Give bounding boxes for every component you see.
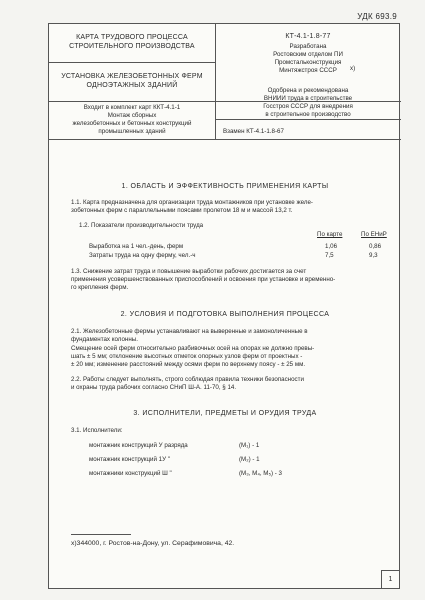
header-divider-1 (49, 62, 215, 63)
udk-code: УДК 693.9 (357, 12, 397, 21)
header-divider-4 (215, 119, 401, 120)
card-sheet (48, 23, 400, 589)
section-1-title: 1. ОБЛАСТЬ И ЭФФЕКТИВНОСТЬ ПРИМЕНЕНИЯ КАРТЫ (121, 183, 329, 190)
section-2-title: 2. УСЛОВИЯ И ПОДГОТОВКА ВЫПОЛНЕНИЯ ПРОЦЕССА (120, 311, 330, 318)
section-2-p1b: Смещение осей ферм относительно разбивочных осей на опорах не должно превы- шать ± 5 мм; отклонение высотных отметок опорных узлов ферм от проектных - ± 20 мм; изменение расстояний между осями ферм по верхнему поясу - ± 25 мм. (71, 345, 315, 368)
header-divider-vertical (215, 24, 216, 139)
indicator-value-card: 1,06 (325, 243, 338, 250)
work-title: УСТАНОВКА ЖЕЛЕЗОБЕТОННЫХ ФЕРМ ОДНОЭТАЖНЫХ ЗДАНИЙ (61, 73, 203, 89)
executor-row: монтажник конструкций 1У " (89, 456, 170, 463)
indicator-value-enir: 9,3 (369, 252, 378, 259)
replaces-info: Взамен КТ-4.1-1.8-67 (223, 128, 284, 135)
card-title: КАРТА ТРУДОВОГО ПРОЦЕССА СТРОИТЕЛЬНОГО ПРОИЗВОДСТВА (69, 34, 195, 50)
developer-info: Разработана Ростовским отделом ПИ Промстальконструкция Минтяжстроя СССР (273, 43, 343, 74)
section-1-p2: 1.2. Показатели производительности труда (79, 222, 204, 229)
header-divider-3 (49, 139, 401, 140)
developer-footnote-mark: х) (350, 65, 356, 72)
approval-info: Одобрена и рекомендована ВНИИИ труда в строительстве Госстроя СССР для внедрения в строительное производство (263, 87, 353, 118)
executor-code: (М₃, М₄, М₅) - 3 (239, 470, 282, 477)
column-header-enir: По ЕНиР (361, 231, 387, 238)
section-1-p3: 1.3. Снижение затрат труда и повышение выработки рабочих достигается за счет применения усовершенствованных приспособлений и освоения при установке и временно- го крепления ферм. (71, 268, 336, 291)
section-2-p2: 2.2. Работы следует выполнять, строго соблюдая правила техники безопасности и охраны труда рабочих согласно СНиП Ш-А. 11-70, § 14. (71, 376, 304, 391)
section-3-sub: 3.1. Исполнители: (71, 427, 123, 434)
footnote-rule (71, 534, 131, 535)
executor-row: монтажник конструкций У разряда (89, 442, 188, 449)
executor-code: (М₂) - 1 (239, 456, 260, 463)
indicator-row: Выработка на 1 чел.-день, ферм (89, 243, 184, 250)
indicator-value-enir: 0,86 (369, 243, 382, 250)
executor-row: монтажники конструкций Ш " (89, 470, 172, 477)
section-2-p1: 2.1. Железобетонные фермы устанавливают на выверенные и замоноличенные в фундаментах колонны. (71, 328, 308, 343)
page-number: 1 (381, 570, 399, 588)
executor-code: (М₁) - 1 (239, 442, 260, 449)
column-header-card: По карте (317, 231, 343, 238)
card-code: КТ-4.1-1.8-77 (285, 33, 331, 40)
section-3-title: 3. ИСПОЛНИТЕЛИ, ПРЕДМЕТЫ И ОРУДИЯ ТРУДА (133, 410, 317, 417)
indicator-row: Затраты труда на одну ферму, чел.-ч (89, 252, 196, 259)
footnote: х)344000, г. Ростов-на-Дону, ул. Серафимовича, 42. (71, 540, 235, 547)
section-1-p1: 1.1. Карта предназначена для организации труда монтажников при установке желе- зобетонных ферм с параллельными поясами пролетом 18 м и массой 13,2 т. (71, 199, 313, 214)
indicator-value-card: 7,5 (325, 252, 334, 259)
complex-info: Входит в комплект карт ККТ-4.1-1 Монтаж сборных железобетонных и бетонных конструкций промышленных зданий (72, 104, 192, 135)
